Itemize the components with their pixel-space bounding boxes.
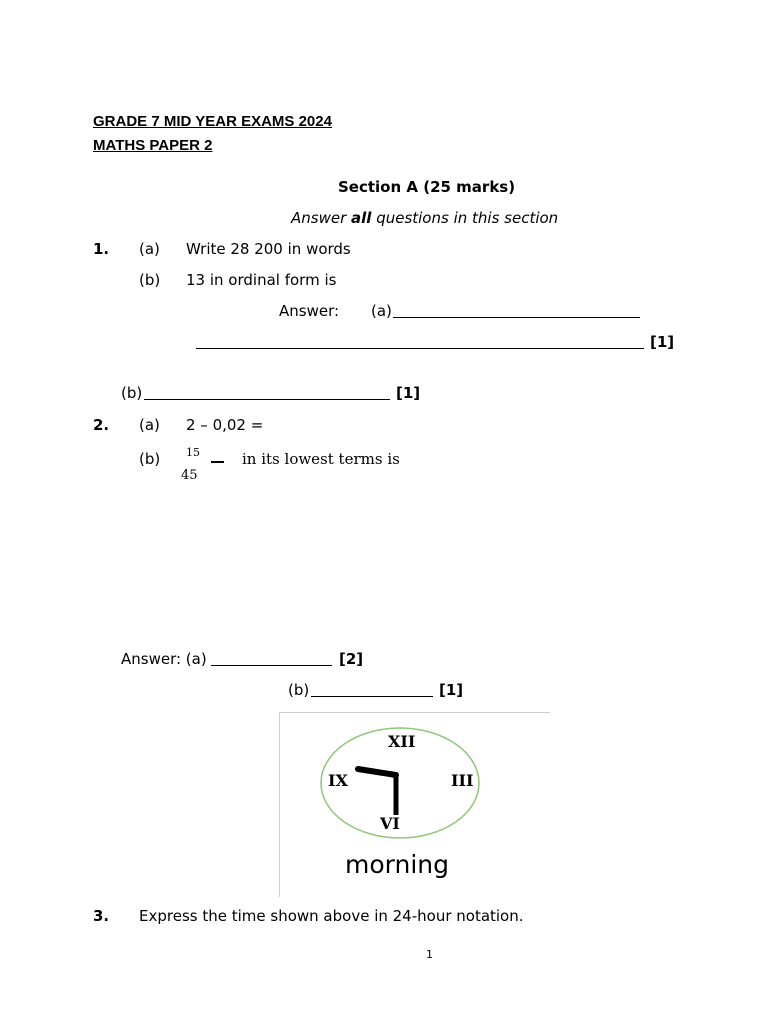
numeral-6: VI [380, 814, 400, 833]
fraction-bar [211, 461, 224, 463]
q1a-label: (a) [139, 240, 160, 258]
clock-caption: morning [345, 850, 449, 879]
q2-answer-a-label: Answer: (a) [121, 650, 207, 668]
paper-title: MATHS PAPER 2 [93, 137, 213, 154]
q2-answer-b-line[interactable] [311, 684, 433, 697]
q1-answer-b-label: (b) [121, 384, 143, 402]
exam-title: GRADE 7 MID YEAR EXAMS 2024 [93, 113, 332, 130]
q1a-text: Write 28 200 in words [186, 240, 351, 258]
q2-answer-b-label: (b) [288, 681, 310, 699]
q2-mark-a: [2] [339, 650, 364, 668]
q2b-label: (b) [139, 450, 161, 468]
clock-image [279, 712, 550, 897]
q2a-label: (a) [139, 416, 160, 434]
q1-mark-a: [1] [650, 333, 675, 351]
q2-number: 2. [93, 416, 110, 434]
q2-answer-a-line[interactable] [211, 653, 332, 666]
numeral-3: III [451, 771, 474, 790]
q1-answer-b-line[interactable] [144, 387, 390, 400]
fraction-numerator: 15 [186, 446, 200, 459]
q2-mark-b: [1] [439, 681, 464, 699]
hour-hand [358, 769, 396, 775]
numeral-12: XII [388, 732, 416, 751]
page-number: 1 [426, 948, 433, 961]
q1-answer-a-label: (a) [371, 302, 392, 320]
q3-number: 3. [93, 907, 110, 925]
q2a-text: 2 – 0,02 = [186, 416, 264, 434]
numeral-9: IX [328, 771, 348, 790]
q1-answer-a-line[interactable] [393, 305, 640, 318]
fraction-denominator: 45 [181, 468, 198, 483]
q3-text: Express the time shown above in 24-hour notation. [139, 907, 524, 925]
q1-mark-b: [1] [396, 384, 421, 402]
q1-number: 1. [93, 240, 110, 258]
section-instruction: Answer all questions in this section [291, 209, 559, 227]
section-heading: Section A (25 marks) [338, 178, 516, 196]
q1-answer-label: Answer: [279, 302, 340, 320]
clock-icon [280, 713, 550, 897]
q1-answer-a-line-2[interactable] [196, 336, 644, 349]
q1b-label: (b) [139, 271, 161, 289]
q1b-text: 13 in ordinal form is [186, 271, 337, 289]
q2b-text: in its lowest terms is [242, 450, 400, 468]
